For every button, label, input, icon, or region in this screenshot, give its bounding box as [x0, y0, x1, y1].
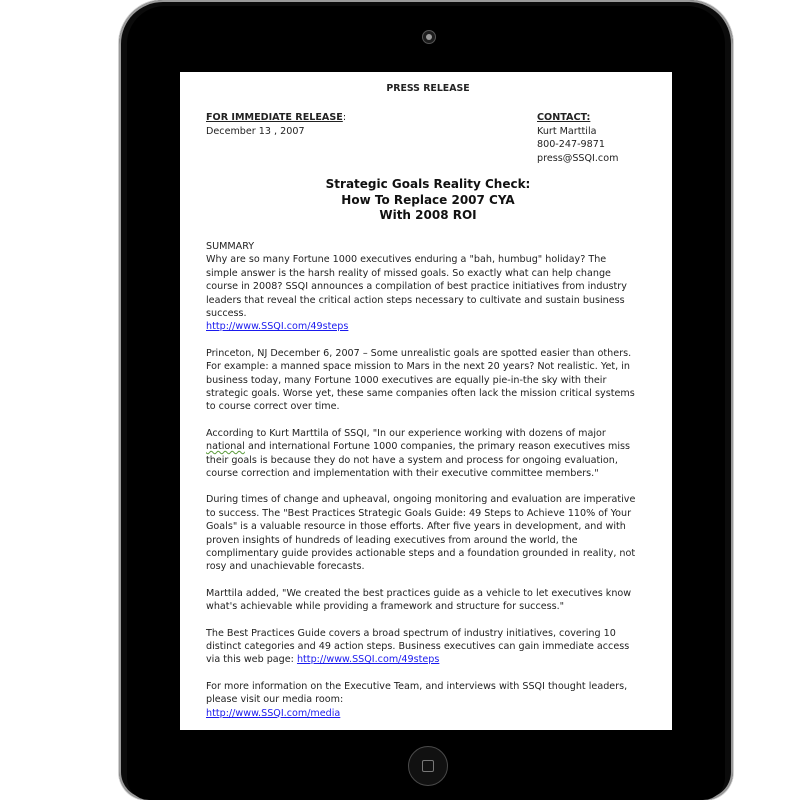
contact-name: Kurt Marttila	[537, 125, 597, 137]
paragraph-line: Goals" is a valuable resource in those efforts. After five years in development, and with	[206, 521, 626, 533]
summary-link[interactable]: http://www.SSQI.com/49steps	[206, 321, 349, 333]
paragraph-6	[206, 680, 650, 720]
paragraph-line-prefix: via this web page:	[206, 654, 297, 666]
paragraph-line: rosy and unachievable forecasts.	[206, 561, 365, 573]
paragraph-line: Marttila added, "We created the best practices guide as a vehicle to let executives know	[206, 587, 632, 599]
contact-phone: 800-247-9871	[537, 139, 605, 151]
paragraph-line	[206, 653, 650, 666]
summary-line: leaders that reveal the critical action steps necessary to cultivate and sustain business	[206, 294, 625, 306]
guide-link[interactable]: http://www.SSQI.com/49steps	[296, 654, 440, 666]
paragraph-line: distinct categories and 49 action steps. Business executives can gain immediate access	[206, 641, 630, 653]
contact-email: press@SSQI.com	[537, 152, 619, 164]
paragraph-line: business today, many Fortune 1000 executives are equally pie-in-the sky with their	[206, 374, 607, 386]
release-label: FOR IMMEDIATE RELEASE	[206, 112, 343, 124]
home-button[interactable]	[408, 746, 448, 786]
paragraph-5	[206, 627, 650, 667]
paragraph-line: please visit our media room:	[206, 694, 344, 706]
summary-line: course in 2008? SSQI announces a compilation of best practice initiatives from industry	[206, 281, 627, 293]
paragraph-line: to course correct over time.	[206, 401, 340, 413]
paragraph-2	[206, 427, 650, 481]
document-screen[interactable]	[180, 72, 672, 730]
media-room-link[interactable]: http://www.SSQI.com/media	[206, 707, 341, 719]
paragraph-line: For more information on the Executive Team, and interviews with SSQI thought leaders,	[206, 680, 628, 692]
summary-line: Why are so many Fortune 1000 executives enduring a "bah, humbug" holiday? The	[206, 254, 607, 266]
paragraph-line: According to Kurt Marttila of SSQI, "In our experience working with dozens of major	[206, 427, 606, 439]
paragraph-line-rest: and international Fortune 1000 companies, the primary reason executives miss	[244, 441, 631, 453]
summary-section	[206, 240, 650, 334]
paragraph-line: to success. The "Best Practices Strategic Goals Guide: 49 Steps to Achieve 110% of Your	[206, 507, 632, 519]
paragraph-line	[206, 440, 650, 453]
release-date: December 13 , 2007	[206, 125, 305, 137]
release-colon: :	[342, 112, 347, 124]
paragraph-line: strategic goals. Worse yet, these same companies often lack the mission critical systems	[206, 387, 635, 399]
camera-icon	[422, 30, 436, 44]
summary-line: simple answer is the harsh reality of missed goals. So exactly what can help change	[206, 267, 611, 279]
headline-line: With 2008 ROI	[379, 208, 477, 223]
paragraph-line: During times of change and upheaval, ongoing monitoring and evaluation are imperative	[206, 494, 636, 506]
paragraph-line: The Best Practices Guide covers a broad spectrum of industry initiatives, covering 10	[206, 627, 616, 639]
release-info	[206, 111, 346, 138]
paragraph-line: their goals is because they do not have a system and process for ongoing evaluation,	[206, 454, 618, 466]
paragraph-3	[206, 493, 650, 573]
spellcheck-word: national	[206, 441, 245, 453]
headline-line: How To Replace 2007 CYA	[341, 192, 515, 207]
contact-label: CONTACT:	[537, 112, 591, 124]
paragraph-line: For example: a manned space mission to Mars in the next 20 years? Not realistic. Yet, in	[206, 361, 630, 373]
paragraph-line: complimentary guide provides actionable steps and a foundation grounded in reality, not	[206, 548, 636, 560]
paragraph-4	[206, 587, 650, 614]
headline-line: Strategic Goals Reality Check:	[325, 177, 531, 192]
headline	[206, 177, 650, 224]
paragraph-line: Princeton, NJ December 6, 2007 – Some unrealistic goals are spotted easier than others.	[206, 347, 632, 359]
document-title: PRESS RELEASE	[386, 83, 470, 94]
paragraph-line: what's achievable while providing a framework and structure for success."	[206, 601, 565, 613]
release-header	[206, 111, 650, 173]
press-release-document	[206, 82, 650, 730]
paragraph-line: course correction and implementation with their executive committee members."	[206, 468, 599, 479]
paragraph-1	[206, 347, 650, 414]
paragraph-line: proven insights of hundreds of leading executives from around the world, the	[206, 534, 578, 546]
summary-heading: SUMMARY	[206, 240, 255, 252]
summary-line: success.	[206, 307, 247, 319]
contact-info	[537, 111, 618, 165]
